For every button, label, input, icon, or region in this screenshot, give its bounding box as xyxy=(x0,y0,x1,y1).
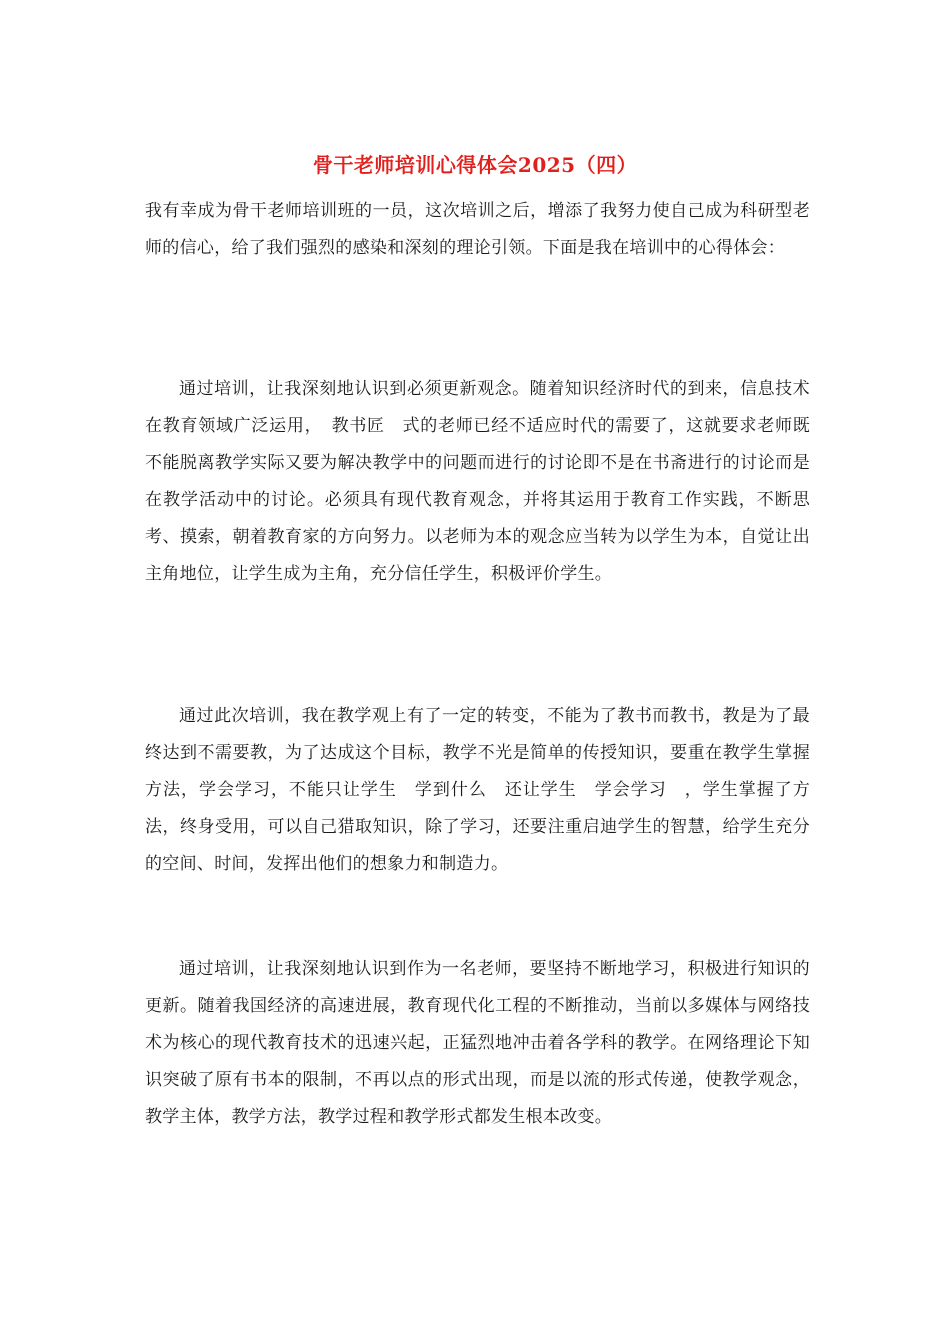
intro-paragraph: 我有幸成为骨干老师培训班的一员，这次培训之后，增添了我努力使自己成为科研型老师的信心，给了我们强烈的感染和深刻的理论引领。下面是我在培训中的心得体会： xyxy=(145,201,810,258)
body-paragraph-3: 通过培训，让我深刻地认识到作为一名老师，要坚持不断地学习，积极进行知识的更新。随着我国经济的高速进展，教育现代化工程的不断推动，当前以多媒体与网络技术为核心的现代教育技术的迅速兴起，正猛烈地冲击着各学科的教学。在网络理论下知识突破了原有书本的限制，不再以点的形式出现，而是以流的形式传递，使教学观念，教学主体，教学方法，教学过程和教学形式都发生根本改变。 xyxy=(145,959,810,1127)
body-paragraph-1: 通过培训，让我深刻地认识到必须更新观念。随着知识经济时代的到来，信息技术在教育领域广泛运用， 教书匠 式的老师已经不适应时代的需要了，这就要求老师既不能脱离教学实际又要为解决教学中的问题而进行的讨论即不是在书斋进行的讨论而是在教学活动中的讨论。必须具有现代教育观念，并将其运用于教育工作实践，不断思考、摸索，朝着教育家的方向努力。以老师为本的观念应当转为以学生为本，自觉让出主角地位，让学生成为主角，充分信任学生，积极评价学生。 xyxy=(145,379,810,584)
body-paragraph-2: 通过此次培训，我在教学观上有了一定的转变，不能为了教书而教书，教是为了最终达到不需要教，为了达成这个目标，教学不光是简单的传授知识，要重在教学生掌握方法，学会学习，不能只让学生 学到什么 还让学生 学会学习 ，学生掌握了方法，终身受用，可以自己猎取知识，除了学习，还要注重启迪学生的智慧，给学生充分的空间、时间，发挥出他们的想象力和制造力。 xyxy=(145,706,810,874)
document-title: 骨干老师培训心得体会2025（四） xyxy=(312,153,638,177)
